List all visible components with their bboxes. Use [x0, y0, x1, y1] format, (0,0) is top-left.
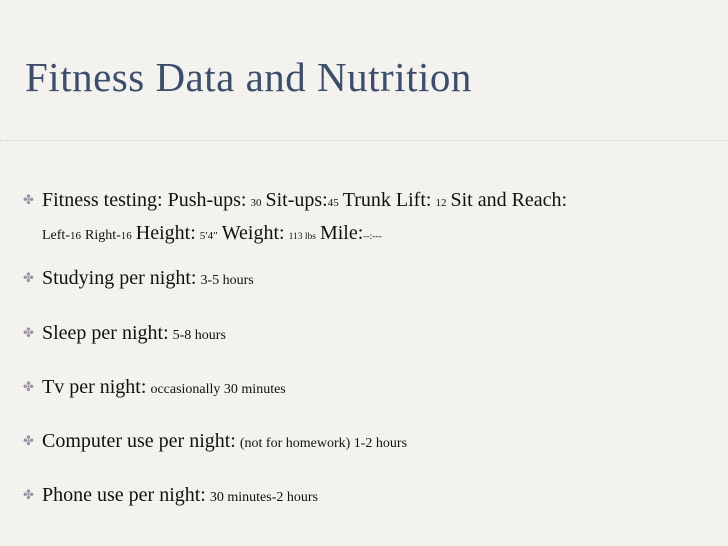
item-value: occasionally 30 minutes	[150, 382, 286, 397]
list-item-sleep	[42, 318, 702, 351]
item-value: 5-8 hours	[172, 328, 226, 343]
weight-value: 113 lbs	[288, 232, 316, 242]
reach-left-value: 16	[69, 230, 81, 242]
reach-left-label: Left-	[42, 228, 70, 243]
bullet-icon: ✤	[23, 433, 34, 448]
situps-value: 45	[327, 197, 339, 209]
reach-right-label: Right-	[84, 228, 121, 243]
list-item-computer	[42, 426, 702, 459]
item-value: (not for homework) 1-2 hours	[239, 436, 408, 451]
height-value: 5′4″	[199, 230, 218, 242]
mile-label: Mile:	[319, 222, 364, 244]
item-label: Studying per night:	[42, 267, 197, 289]
mile-value: --:---	[363, 232, 382, 242]
item-label: Tv per night:	[42, 376, 147, 398]
reach-label: Sit and Reach:	[450, 189, 568, 211]
list-item-tv	[42, 372, 702, 405]
item-value: 3-5 hours	[200, 273, 254, 288]
slide-title: Fitness Data and Nutrition	[25, 54, 472, 100]
item-label: Sleep per night:	[42, 322, 169, 344]
trunk-label: Trunk Lift:	[342, 189, 432, 211]
list-item-phone	[42, 480, 702, 513]
fitness-label: Fitness testing: Push-ups:	[42, 189, 247, 211]
situps-label: Sit-ups:	[265, 189, 328, 211]
bullet-icon: ✤	[23, 192, 34, 207]
list-item-studying	[42, 263, 702, 296]
weight-label: Weight:	[221, 222, 285, 244]
bullet-icon: ✤	[23, 379, 34, 394]
list-item-fitness	[42, 185, 702, 252]
pushups-value: 30	[250, 197, 262, 209]
item-label: Phone use per night:	[42, 484, 206, 506]
trunk-value: 12	[435, 197, 447, 209]
bullet-icon: ✤	[23, 325, 34, 340]
height-label: Height:	[135, 222, 196, 244]
item-label: Computer use per night:	[42, 430, 236, 452]
reach-right-value: 16	[120, 230, 132, 242]
bullet-icon: ✤	[23, 487, 34, 502]
bullet-icon: ✤	[23, 270, 34, 285]
item-value: 30 minutes-2 hours	[209, 490, 318, 505]
